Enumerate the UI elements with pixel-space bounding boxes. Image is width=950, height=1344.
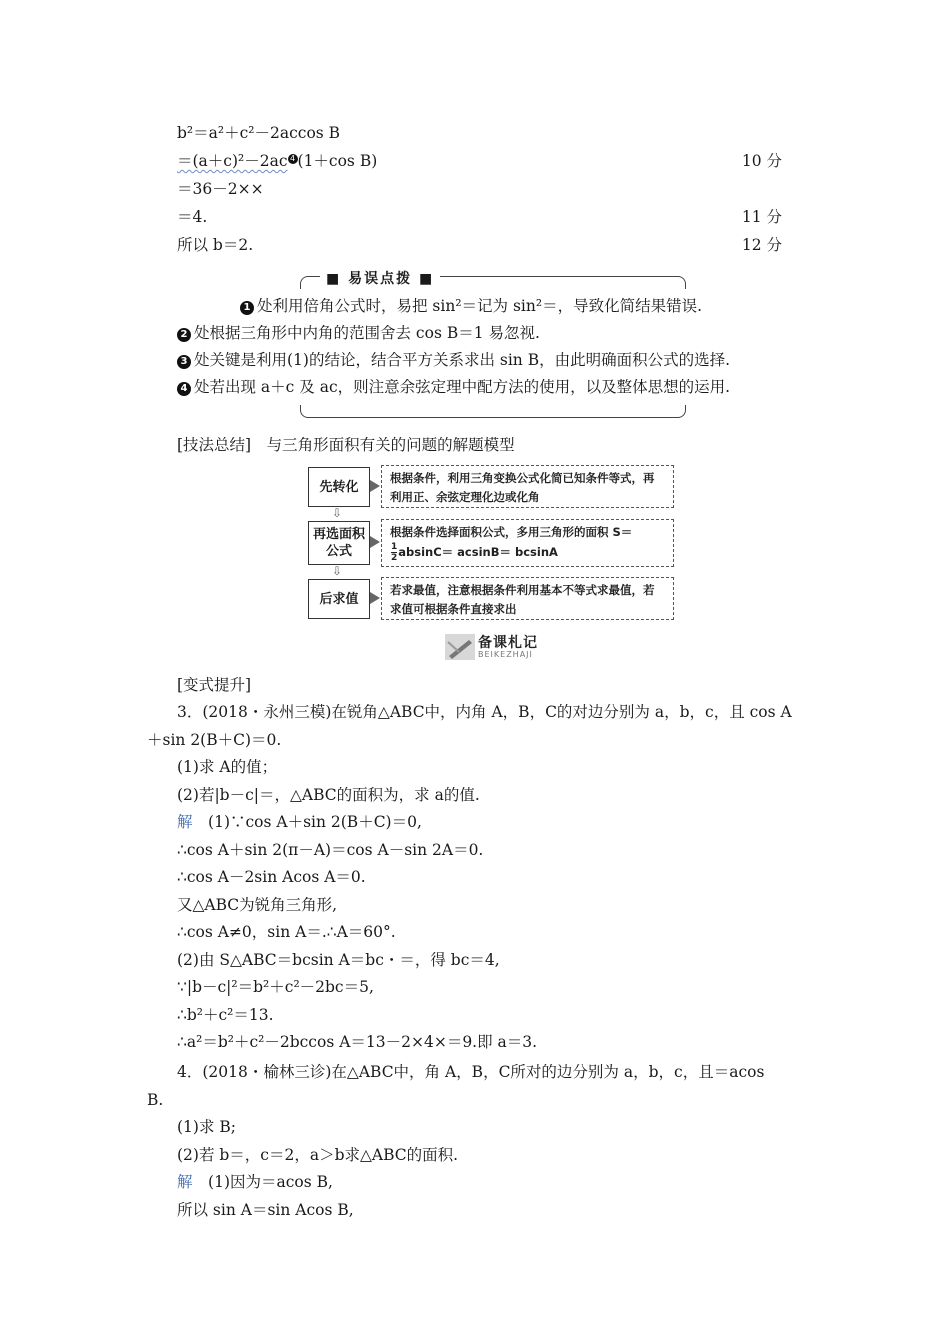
- circle-number-icon: 4: [177, 382, 191, 396]
- solution-3-line-5: ∴cos A≠0，sin A＝.∴A＝60°.: [177, 923, 396, 941]
- solution-3-line-8: ∴b²＋c²＝13.: [177, 1006, 274, 1024]
- step-desc-1: 根据条件，利用三角变换公式化简已知条件等式，再利用正、余弦定理化边或化角: [381, 465, 674, 508]
- score-12: 12 分: [741, 236, 782, 254]
- solution-text: (1)因为＝acos B,: [208, 1173, 333, 1191]
- derivation-line-5: 所以 b＝2.: [177, 236, 254, 254]
- arrow-down-icon: ⇩: [332, 564, 343, 578]
- circle-number-icon: 2: [177, 328, 191, 342]
- arrow-down-icon: ⇩: [332, 506, 343, 520]
- derivation-line-4: ＝4.: [177, 208, 208, 226]
- circle-number-icon: 1: [240, 301, 254, 315]
- tips-bracket-bottom: [300, 405, 686, 418]
- problem-3-question-2: (2)若|b－c|＝，△ABC的面积为，求 a的值.: [177, 786, 480, 804]
- note-marker-icon: 4: [288, 154, 298, 164]
- summary-heading: [技法总结] 与三角形面积有关的问题的解题模型: [177, 436, 515, 454]
- tip-item-2: [177, 323, 540, 343]
- tip-text: 处根据三角形中内角的范围舍去 cos B＝1 易忽视.: [194, 324, 540, 342]
- problem-3-question-1: (1)求 A的值；: [177, 758, 278, 776]
- solution-label: 解: [177, 813, 193, 831]
- derivation-line-2: [177, 151, 377, 171]
- solution-4-line-2: 所以 sin A＝sin Acos B,: [177, 1201, 354, 1219]
- arrow-right-icon: [370, 480, 380, 492]
- solution-4-line-1: [177, 1172, 333, 1192]
- arrow-right-icon: [370, 536, 380, 548]
- wavy-expression: ＝(a＋c)²－2ac: [177, 152, 288, 170]
- solution-3-line-3: ∴cos A－2sin Acos A＝0.: [177, 868, 366, 886]
- circle-number-icon: 3: [177, 355, 191, 369]
- step-box-1: 先转化: [308, 467, 370, 507]
- step-box-2: 再选面积公式: [308, 521, 370, 565]
- step-desc-2-text: 根据条件选择面积公式，多用三角形的面积 S＝: [390, 525, 633, 539]
- arrow-right-icon: [370, 592, 380, 604]
- tip-item-1: [240, 296, 702, 316]
- solution-3-line-7: ∵|b－c|²＝b²＋c²－2bc＝5,: [177, 978, 374, 996]
- score-11: 11 分: [741, 208, 782, 226]
- logo-subtitle: BEIKEZHAJI: [478, 650, 533, 659]
- solution-3-line-2: ∴cos A＋sin 2(π－A)＝cos A－sin 2A＝0.: [177, 841, 484, 859]
- tip-text: 处若出现 a＋c 及 ac，则注意余弦定理中配方法的使用，以及整体思想的运用.: [194, 378, 731, 396]
- logo-title: 备课札记: [478, 635, 538, 651]
- problem-3-line-2: ＋sin 2(B＋C)＝0.: [147, 731, 282, 749]
- problem-4-question-1: (1)求 B;: [177, 1118, 236, 1136]
- solution-text: (1)∵cos A＋sin 2(B＋C)＝0,: [208, 813, 422, 831]
- derivation-line-1: b²＝a²＋c²－2accos B: [177, 124, 341, 142]
- tip-item-4: [177, 377, 730, 397]
- variant-heading: [变式提升]: [177, 676, 252, 694]
- step-desc-2: [381, 519, 674, 567]
- tip-text: 处利用倍角公式时，易把 sin²＝记为 sin²＝，导致化简结果错误.: [257, 297, 702, 315]
- area-formula: absinC＝ acsinB＝ bcsinA: [398, 545, 558, 559]
- derivation-line-2-tail: (1＋cos B): [297, 152, 378, 170]
- solution-3-line-1: [177, 812, 422, 832]
- half-fraction: $\frac{1}{2}$: [391, 542, 398, 563]
- tips-title: ■ 易误点拨 ■: [320, 268, 440, 288]
- tip-text: 处关键是利用(1)的结论，结合平方关系求出 sin B，由此明确面积公式的选择.: [194, 351, 731, 369]
- solution-3-line-4: 又△ABC为锐角三角形,: [177, 896, 338, 914]
- problem-4-question-2: (2)若 b＝，c＝2，a＞b求△ABC的面积.: [177, 1146, 459, 1164]
- score-10: 10 分: [741, 152, 782, 170]
- problem-3-line-1: 3．(2018・永州三模)在锐角△ABC中，内角 A，B，C的对边分别为 a，b，c，且 cos A: [177, 703, 792, 721]
- solution-3-line-6: (2)由 S△ABC＝bcsin A＝bc・＝，得 bc＝4,: [177, 951, 500, 969]
- step-box-3: 后求值: [308, 579, 370, 619]
- solution-3-line-9: ∴a²＝b²＋c²－2bccos A＝13－2×4×＝9.即 a＝3.: [177, 1033, 538, 1051]
- derivation-line-3: ＝36－2××: [177, 180, 264, 198]
- solution-label: 解: [177, 1173, 193, 1191]
- problem-4-line-1: 4．(2018・榆林三诊)在△ABC中，角 A，B，C所对的边分别为 a，b，c，且＝acos: [177, 1063, 765, 1081]
- step-desc-3: 若求最值，注意根据条件利用基本不等式求最值，若求值可根据条件直接求出: [381, 577, 674, 620]
- problem-4-line-2: B.: [147, 1091, 164, 1109]
- tip-item-3: [177, 350, 730, 370]
